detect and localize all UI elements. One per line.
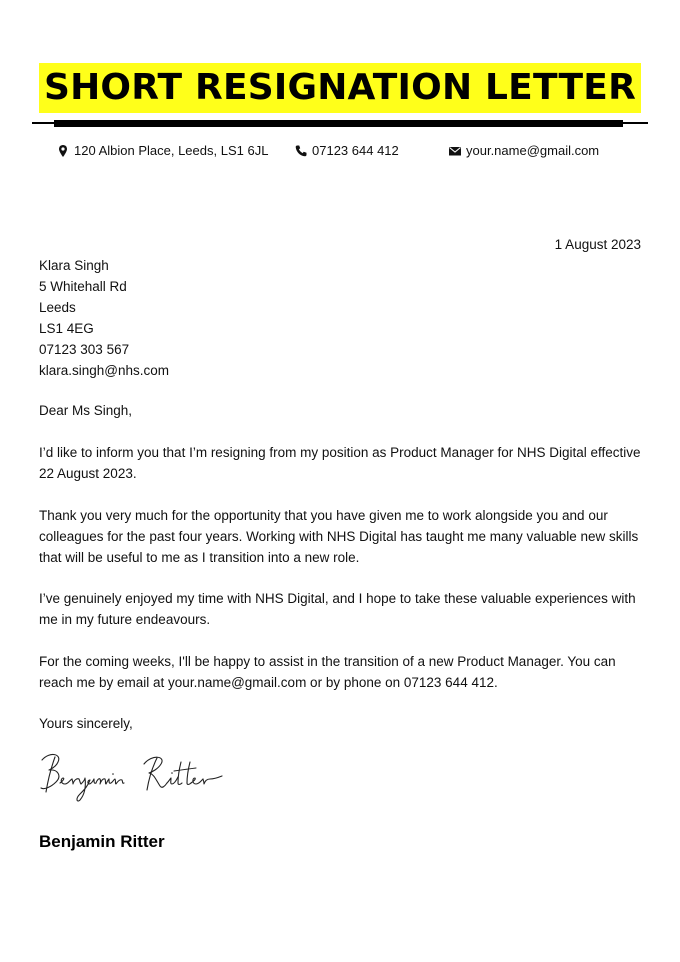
body-paragraph-4: For the coming weeks, I'll be happy to assist in the transition of a new Product Manager. You can reach me by email at your.name@gmail.com or by phone on 07123 644 412.	[39, 654, 616, 690]
recipient-postcode: LS1 4EG	[39, 321, 94, 336]
contact-email	[448, 143, 599, 159]
page-title: SHORT RESIGNATION LETTER	[39, 63, 641, 113]
recipient-name: Klara Singh	[39, 258, 109, 273]
envelope-icon	[448, 144, 462, 158]
body-paragraph-3: I’ve genuinely enjoyed my time with NHS Digital, and I hope to take these valuable experiences with me in my future endeavours.	[39, 591, 636, 627]
signer-name: Benjamin Ritter	[39, 832, 165, 851]
body-paragraph-2: Thank you very much for the opportunity that you have given me to work alongside you and our colleagues for the past four years. Working with NHS Digital has taught me many valuable new skills that will be useful to me as I transition into a new role.	[39, 508, 639, 565]
contact-phone-text: 07123 644 412	[312, 143, 399, 158]
header-rule-thick	[54, 120, 623, 127]
recipient-phone: 07123 303 567	[39, 342, 130, 357]
title-wrapper	[0, 63, 680, 113]
closing: Yours sincerely,	[39, 716, 133, 731]
handwritten-signature	[36, 748, 236, 804]
contact-address	[56, 143, 268, 159]
recipient-email: klara.singh@nhs.com	[39, 363, 170, 378]
contact-phone	[294, 143, 399, 159]
contact-email-text: your.name@gmail.com	[466, 143, 600, 158]
recipient-street: 5 Whitehall Rd	[39, 279, 127, 294]
salutation: Dear Ms Singh,	[39, 403, 133, 418]
body-paragraph-1: I’d like to inform you that I’m resigning from my position as Product Manager for NHS Digital effective 22 August 2023.	[39, 445, 641, 481]
recipient-block	[39, 255, 169, 381]
map-pin-icon	[56, 144, 70, 158]
contact-address-text: 120 Albion Place, Leeds, LS1 6JL	[74, 143, 269, 158]
letter-date: 1 August 2023	[554, 237, 641, 252]
recipient-city: Leeds	[39, 300, 76, 315]
phone-icon	[294, 144, 308, 158]
